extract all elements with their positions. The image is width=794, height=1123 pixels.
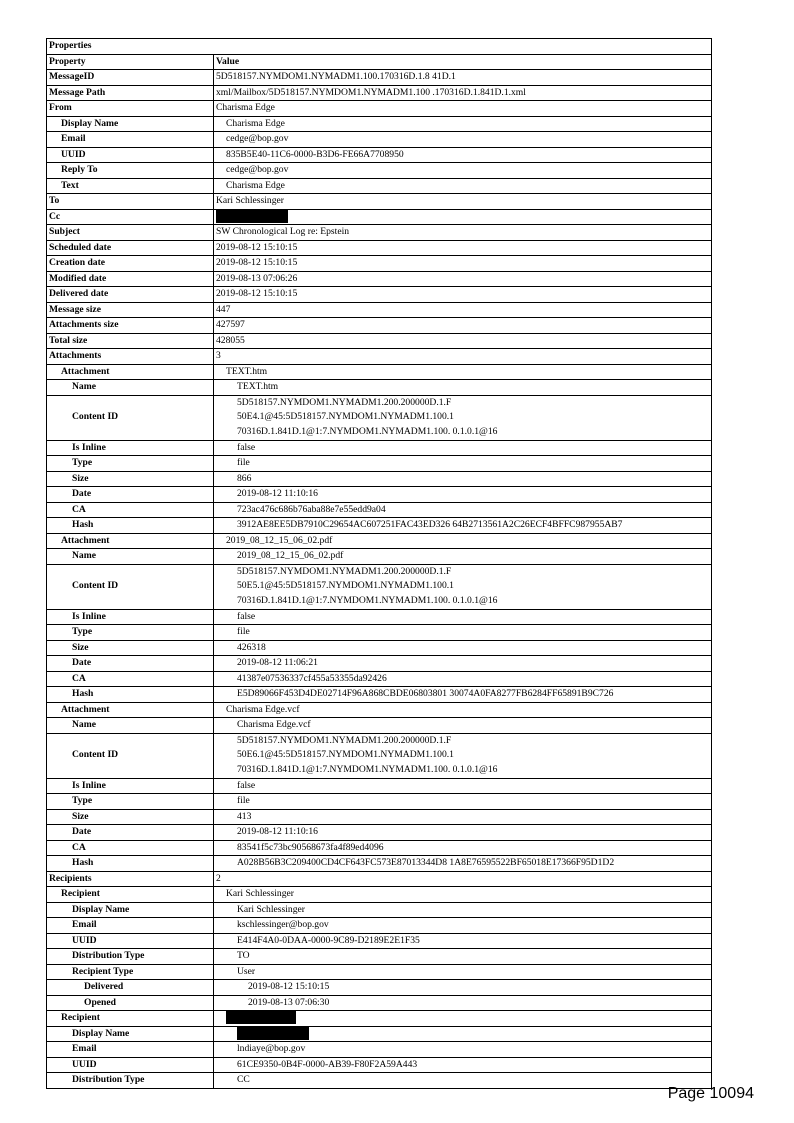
property-value: TEXT.htm	[214, 364, 712, 380]
property-value: 866	[214, 471, 712, 487]
table-row	[47, 949, 712, 965]
table-row	[47, 687, 712, 703]
property-value	[214, 1026, 712, 1042]
property-column-header: Property	[47, 54, 214, 70]
property-name: Type	[47, 625, 214, 641]
property-value: 2019-08-12 15:10:15	[214, 287, 712, 303]
table-row	[47, 825, 712, 841]
property-name: Text	[47, 178, 214, 194]
table-title: Properties	[47, 39, 712, 55]
table-row	[47, 718, 712, 734]
table-row	[47, 178, 712, 194]
property-name: UUID	[47, 147, 214, 163]
table-row	[47, 271, 712, 287]
property-value: 5D518157.NYMDOM1.NYMADM1.100.170316D.1.8 41D.1	[214, 70, 712, 86]
table-row	[47, 1011, 712, 1027]
table-row	[47, 256, 712, 272]
property-value: false	[214, 778, 712, 794]
property-name: Cc	[47, 209, 214, 225]
table-row	[47, 518, 712, 534]
table-row	[47, 702, 712, 718]
property-name: CA	[47, 671, 214, 687]
table-row	[47, 395, 712, 440]
table-row	[47, 564, 712, 609]
property-name: Size	[47, 471, 214, 487]
table-row	[47, 840, 712, 856]
content-id-line: 50E5.1@45:5D518157.NYMDOM1.NYMADM1.100.1	[237, 580, 454, 592]
redaction-box	[226, 1011, 296, 1024]
property-name: Recipient	[47, 1011, 214, 1027]
property-name: Email	[47, 132, 214, 148]
content-id-line: 5D518157.NYMDOM1.NYMADM1.200.200000D.1.F	[237, 565, 452, 577]
property-value: file	[214, 625, 712, 641]
property-name: UUID	[47, 1057, 214, 1073]
property-value: cedge@bop.gov	[214, 163, 712, 179]
property-name: Email	[47, 918, 214, 934]
table-row	[47, 70, 712, 86]
table-row	[47, 778, 712, 794]
property-value: 2019-08-12 11:06:21	[214, 656, 712, 672]
property-value: 835B5E40-11C6-0000-B3D6-FE66A7708950	[214, 147, 712, 163]
table-row	[47, 487, 712, 503]
property-value: TO	[214, 949, 712, 965]
property-name: Attachments	[47, 349, 214, 365]
table-row	[47, 318, 712, 334]
property-name: To	[47, 194, 214, 210]
content-id-line: 70316D.1.841D.1@1:7.NYMDOM1.NYMADM1.100. 0.1.0.1@16	[237, 425, 498, 437]
table-row	[47, 656, 712, 672]
property-value: E414F4A0-0DAA-0000-9C89-D2189E2E1F35	[214, 933, 712, 949]
property-value: CC	[214, 1073, 712, 1089]
property-name: Display Name	[47, 116, 214, 132]
property-name: Hash	[47, 687, 214, 703]
property-name: Date	[47, 487, 214, 503]
content-id-line: 5D518157.NYMDOM1.NYMADM1.200.200000D.1.F	[237, 396, 452, 408]
table-row	[47, 1057, 712, 1073]
property-name: Size	[47, 640, 214, 656]
property-value: A028B56B3C209400CD4CF643FC573E87013344D8 1A8E76595522BF65018E17366F95D1D2	[214, 856, 712, 872]
property-value	[214, 209, 712, 225]
value-column-header: Value	[214, 54, 712, 70]
table-row	[47, 116, 712, 132]
property-name: MessageID	[47, 70, 214, 86]
table-row	[47, 101, 712, 117]
property-value: Kari Schlessinger	[214, 194, 712, 210]
table-row	[47, 733, 712, 778]
property-name: UUID	[47, 933, 214, 949]
property-name: Is Inline	[47, 609, 214, 625]
table-row	[47, 333, 712, 349]
property-value: 83541f5c73bc90568673fa4f89ed4096	[214, 840, 712, 856]
table-row	[47, 933, 712, 949]
page-number: Page 10094	[667, 1085, 754, 1102]
property-value: 2019_08_12_15_06_02.pdf	[214, 533, 712, 549]
table-row	[47, 440, 712, 456]
property-value: 41387e07536337cf455a53355da92426	[214, 671, 712, 687]
table-row	[47, 456, 712, 472]
table-row	[47, 887, 712, 903]
content-id-line: 5D518157.NYMDOM1.NYMADM1.200.200000D.1.F	[237, 734, 452, 746]
property-name: Distribution Type	[47, 949, 214, 965]
property-name: Reply To	[47, 163, 214, 179]
property-value: lndiaye@bop.gov	[214, 1042, 712, 1058]
table-row	[47, 995, 712, 1011]
property-value: 413	[214, 809, 712, 825]
property-name: Delivered	[47, 980, 214, 996]
property-name: Scheduled date	[47, 240, 214, 256]
property-name: Content ID	[47, 564, 214, 609]
property-value: SW Chronological Log re: Epstein	[214, 225, 712, 241]
table-row	[47, 287, 712, 303]
property-value: 2	[214, 871, 712, 887]
content-id-line: 50E4.1@45:5D518157.NYMDOM1.NYMADM1.100.1	[237, 411, 454, 423]
property-name: Delivered date	[47, 287, 214, 303]
property-value: E5D89066F453D4DE02714F96A868CBDE06803801 30074A0FA8277FB6284FF65891B9C726	[214, 687, 712, 703]
properties-table	[46, 38, 712, 1089]
table-row	[47, 85, 712, 101]
property-name: Distribution Type	[47, 1073, 214, 1089]
property-value: 2019-08-12 15:10:15	[214, 980, 712, 996]
property-value: false	[214, 609, 712, 625]
property-value: 61CE9350-0B4F-0000-AB39-F80F2A59A443	[214, 1057, 712, 1073]
property-value: 427597	[214, 318, 712, 334]
table-row	[47, 471, 712, 487]
redaction-box	[237, 1027, 309, 1040]
table-row	[47, 809, 712, 825]
property-value: User	[214, 964, 712, 980]
property-name: Date	[47, 656, 214, 672]
property-name: Content ID	[47, 395, 214, 440]
property-value: 2019-08-12 15:10:15	[214, 240, 712, 256]
table-row	[47, 964, 712, 980]
table-row	[47, 147, 712, 163]
property-name: Display Name	[47, 1026, 214, 1042]
table-row	[47, 871, 712, 887]
property-value: Kari Schlessinger	[214, 887, 712, 903]
table-row	[47, 533, 712, 549]
property-value: Charisma Edge.vcf	[214, 718, 712, 734]
table-row	[47, 240, 712, 256]
table-row	[47, 1073, 712, 1089]
property-value: Charisma Edge	[214, 116, 712, 132]
property-name: Date	[47, 825, 214, 841]
table-row	[47, 1026, 712, 1042]
property-value: file	[214, 456, 712, 472]
property-name: Attachment	[47, 533, 214, 549]
table-row	[47, 918, 712, 934]
content-id-line: 70316D.1.841D.1@1:7.NYMDOM1.NYMADM1.100. 0.1.0.1@16	[237, 594, 498, 606]
property-value: 428055	[214, 333, 712, 349]
table-row	[47, 640, 712, 656]
property-name: Creation date	[47, 256, 214, 272]
table-row	[47, 609, 712, 625]
property-name: CA	[47, 840, 214, 856]
property-name: Email	[47, 1042, 214, 1058]
property-value: 2019-08-13 07:06:30	[214, 995, 712, 1011]
property-name: Is Inline	[47, 440, 214, 456]
property-name: Display Name	[47, 902, 214, 918]
table-title-row	[47, 39, 712, 55]
property-value	[214, 395, 712, 440]
table-row	[47, 856, 712, 872]
property-name: Type	[47, 794, 214, 810]
property-name: Message size	[47, 302, 214, 318]
property-value	[214, 733, 712, 778]
table-row	[47, 209, 712, 225]
property-name: Modified date	[47, 271, 214, 287]
table-row	[47, 902, 712, 918]
property-value: TEXT.htm	[214, 380, 712, 396]
property-value: 3912AE8EE5DB7910C29654AC607251FAC43ED326 64B2713561A2C26ECF4BFFC987955AB7	[214, 518, 712, 534]
table-row	[47, 163, 712, 179]
property-value: cedge@bop.gov	[214, 132, 712, 148]
property-value: 447	[214, 302, 712, 318]
table-row	[47, 671, 712, 687]
table-row	[47, 502, 712, 518]
table-row	[47, 364, 712, 380]
property-value: 2019-08-12 11:10:16	[214, 825, 712, 841]
table-row	[47, 794, 712, 810]
property-value: Charisma Edge.vcf	[214, 702, 712, 718]
property-value: xml/Mailbox/5D518157.NYMDOM1.NYMADM1.100 .170316D.1.841D.1.xml	[214, 85, 712, 101]
property-name: Subject	[47, 225, 214, 241]
property-name: Is Inline	[47, 778, 214, 794]
property-value: file	[214, 794, 712, 810]
table-row	[47, 380, 712, 396]
property-name: Attachments size	[47, 318, 214, 334]
content-id-line: 70316D.1.841D.1@1:7.NYMDOM1.NYMADM1.100. 0.1.0.1@16	[237, 763, 498, 775]
property-value: 2019-08-12 11:10:16	[214, 487, 712, 503]
property-value: kschlessinger@bop.gov	[214, 918, 712, 934]
table-row	[47, 194, 712, 210]
table-row	[47, 302, 712, 318]
property-name: Recipient Type	[47, 964, 214, 980]
property-value: 426318	[214, 640, 712, 656]
property-name: Total size	[47, 333, 214, 349]
property-name: Name	[47, 380, 214, 396]
property-name: From	[47, 101, 214, 117]
property-name: Attachment	[47, 702, 214, 718]
redaction-box	[216, 210, 288, 223]
property-name: Attachment	[47, 364, 214, 380]
property-value: 2019-08-12 15:10:15	[214, 256, 712, 272]
property-name: Hash	[47, 518, 214, 534]
table-row	[47, 980, 712, 996]
property-value: false	[214, 440, 712, 456]
property-name: Name	[47, 549, 214, 565]
table-header-row	[47, 54, 712, 70]
content-id-line: 50E6.1@45:5D518157.NYMDOM1.NYMADM1.100.1	[237, 749, 454, 761]
property-value: Charisma Edge	[214, 178, 712, 194]
property-name: Recipients	[47, 871, 214, 887]
table-row	[47, 132, 712, 148]
property-value: Kari Schlessinger	[214, 902, 712, 918]
property-value: Charisma Edge	[214, 101, 712, 117]
property-value	[214, 1011, 712, 1027]
property-name: Name	[47, 718, 214, 734]
property-value	[214, 564, 712, 609]
property-name: CA	[47, 502, 214, 518]
property-value: 3	[214, 349, 712, 365]
property-name: Opened	[47, 995, 214, 1011]
property-name: Type	[47, 456, 214, 472]
table-row	[47, 625, 712, 641]
table-row	[47, 225, 712, 241]
property-value: 723ac476c686b76aba88e7e55edd9a04	[214, 502, 712, 518]
property-value: 2019_08_12_15_06_02.pdf	[214, 549, 712, 565]
property-name: Content ID	[47, 733, 214, 778]
table-row	[47, 549, 712, 565]
property-name: Size	[47, 809, 214, 825]
property-name: Message Path	[47, 85, 214, 101]
table-row	[47, 1042, 712, 1058]
property-name: Hash	[47, 856, 214, 872]
property-name: Recipient	[47, 887, 214, 903]
property-value: 2019-08-13 07:06:26	[214, 271, 712, 287]
table-row	[47, 349, 712, 365]
